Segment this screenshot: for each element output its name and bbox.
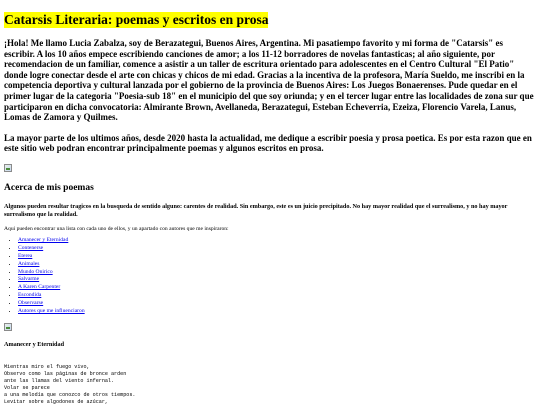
poem-link-salvarme[interactable]: Salvarme (18, 276, 40, 283)
poem-line: Volar se parece (4, 384, 50, 391)
site-title: Catarsis Literaria: poemas y escritos en prosa (4, 12, 269, 27)
about-poems-heading: Acerca de mis poemas (4, 182, 94, 193)
intro-paragraph-2: La mayor parte de los ultimos años, desde 2020 hasta la actualidad, me dedique a escribir poesia y prosa poetica. Es por esta razon que en este sitio web podran encontrar principalmente poemas y algunos escritos en prosa. (4, 132, 532, 154)
poem-body (4, 364, 536, 405)
poem-link-mundo-onirico[interactable]: Mundo Onirico (18, 268, 53, 275)
list-item (18, 276, 536, 284)
poem-line: Levitar sobre algodones de azúcar, (4, 398, 108, 405)
poem-line: a una melodía que conozco de otros tiempos. (4, 391, 136, 398)
list-item (18, 253, 536, 261)
list-item (18, 300, 536, 308)
poem-link-escondida[interactable]: Escondida (18, 292, 42, 299)
poem-line: Observo como las páginas de bronce arden (4, 370, 127, 377)
poem-list-intro: Aqui pueden encontrar una lista con cada uno de ellos, y un apartado con autores que me inspiraron: (4, 225, 229, 232)
list-item (18, 269, 536, 277)
poem-line: ante las llamas del viento infernal. (4, 377, 115, 384)
broken-image-icon (4, 164, 12, 172)
poem-link-contenerse[interactable]: Contenerse (18, 244, 44, 251)
poem-link-a-karen-carpenter[interactable]: A Karen Carpenter (18, 284, 61, 291)
poem-link-eterea[interactable]: Eterea (18, 252, 33, 259)
poem-title: Amanecer y Eternidad (4, 341, 65, 348)
about-poems-lead: Algunos pueden resultar tragicos en la busqueda de sentido alguno: carentes de realidad. Sin embargo, este es un juicio precipitado. No hay mayor realidad que el surrealismo, y no hay mayor surrealismo que la realidad. (4, 202, 508, 218)
broken-image-icon (4, 323, 12, 331)
list-item (18, 245, 536, 253)
list-item (18, 308, 536, 316)
poem-link-amanecer-y-eternidad[interactable]: Amanecer y Eternidad (18, 236, 69, 243)
poem-link-list (4, 237, 536, 316)
list-item (18, 284, 536, 292)
poem-line: Mientras miro el fuego vivo, (4, 364, 90, 370)
intro-paragraph-1: ¡Hola! Me llamo Lucia Zabalza, soy de Berazategui, Buenos Aires, Argentina. Mi pasatiempo favorito y mi forma de "Catarsis" es escribir. A los 10 años empece escribiendo canciones de amor; a los 11-12 borradores de novelas fantasticas; al año siguiente, por recomendacion de un familiar, comence a asistir a un taller de escritura orientado para adolescentes en el Centro Cultural "El Patio" donde logre conectar desde el arte con chicas y chicos de mi edad. Gracias a la incentiva de la profesora, María Sueldo, me inscribi en la competencia deportiva y cultural lanzada por el gobierno de la provincia de Buenos Aires: Los Juegos Bonaerenses. Pude quedar en el primer lugar de la categoria "Poesia-sub 18" en el municipio del que soy oriunda; y en el tercer lugar entre las localidades de zona sur que participaron en dicha convocatoria: Almirante Brown, Avellaneda, Berazategui, Esteban Echeverria, Ezeiza, Florencio Varela, Lanus, Lomas de Zamora y Quilmes. (4, 38, 534, 123)
list-item (18, 261, 536, 269)
list-item (18, 237, 536, 245)
list-item (18, 292, 536, 300)
poem-link-observarse[interactable]: Observarse (18, 300, 44, 307)
poem-link-animales[interactable]: Animales (18, 260, 40, 267)
poem-link-autores[interactable]: Autores que me influenciaron (18, 308, 85, 315)
